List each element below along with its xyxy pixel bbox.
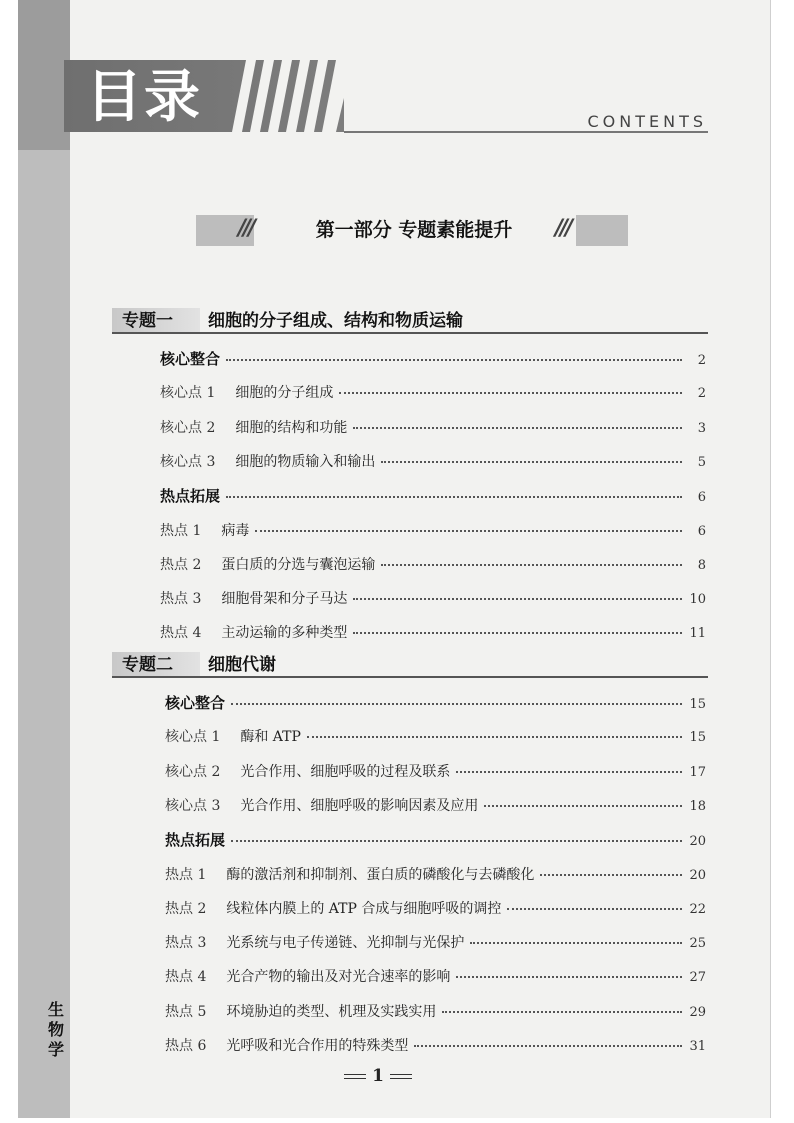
toc-entry[interactable]	[165, 1001, 706, 1023]
dot-leader	[456, 761, 682, 773]
dot-leader	[307, 726, 682, 738]
toc-page-number: 27	[689, 970, 706, 986]
toc-page-number: 18	[689, 798, 706, 814]
toc-entry[interactable]	[165, 932, 706, 954]
topic-heading	[112, 648, 708, 678]
toc-entry-title: 主动运输的多种类型	[221, 625, 348, 642]
toc-entry-label: 热点 2	[165, 900, 207, 917]
dot-leader	[226, 486, 682, 498]
dot-leader	[456, 966, 682, 978]
toc-entry[interactable]	[165, 726, 706, 748]
toc-page-number: 25	[689, 936, 706, 952]
toc-entry-label: 热点 5	[165, 1003, 207, 1020]
toc-page-number: 5	[697, 454, 706, 470]
dot-leader	[442, 1001, 682, 1013]
toc-section-heading[interactable]	[160, 485, 706, 507]
toc-entry-label: 热点 4	[160, 625, 202, 642]
page-number	[340, 1066, 416, 1092]
toc-entry-title: 细胞的分子组成	[235, 385, 334, 402]
dot-leader	[470, 932, 682, 944]
dot-leader	[231, 830, 682, 842]
toc-entry[interactable]	[160, 622, 706, 644]
dot-leader	[255, 520, 682, 532]
toc-page-number: 15	[689, 730, 706, 746]
toc-entry-label: 热点 1	[160, 522, 202, 539]
toc-entry-label: 热点 3	[165, 935, 207, 952]
topic-rule	[112, 332, 708, 334]
toc-page-number: 6	[697, 490, 706, 506]
toc-page-number: 20	[689, 867, 706, 883]
dot-leader	[226, 349, 682, 361]
dot-leader	[414, 1035, 682, 1047]
toc-entry-title: 酶和 ATP	[240, 729, 301, 746]
toc-entry-title: 病毒	[221, 522, 250, 539]
toc-page-number: 2	[697, 386, 706, 402]
page-title: 目录	[86, 65, 202, 130]
toc-page-number: 11	[689, 626, 706, 642]
toc-entry[interactable]	[165, 761, 706, 783]
toc-entry[interactable]	[160, 554, 706, 576]
toc-entry-label: 核心点 1	[160, 385, 216, 402]
toc-entry-title: 环境胁迫的类型、机理及实践实用	[226, 1003, 437, 1020]
toc-entry-label: 核心点 3	[165, 797, 221, 814]
toc-section-heading[interactable]	[165, 692, 706, 714]
toc-entry-title: 酶的激活剂和抑制剂、蛋白质的磷酸化与去磷酸化	[226, 866, 535, 883]
part-title: 第一部分 专题素能提升	[315, 219, 513, 241]
toc-entry-label: 核心点 3	[160, 453, 216, 470]
toc-entry[interactable]	[160, 520, 706, 542]
toc-entry[interactable]	[165, 1035, 706, 1057]
toc-entry[interactable]	[165, 966, 706, 988]
page-number-value: 1	[372, 1066, 384, 1086]
dot-leader	[231, 693, 682, 705]
toc-entry[interactable]	[165, 795, 706, 817]
toc-page-number: 3	[697, 420, 706, 436]
toc-page-number: 6	[697, 523, 706, 539]
toc-section-title: 热点拓展	[160, 487, 221, 506]
toc-entry-title: 细胞骨架和分子马达	[221, 591, 348, 608]
toc-page-number: 22	[689, 901, 706, 917]
topic-name: 细胞的分子组成、结构和物质运输	[208, 311, 463, 331]
toc-page-number: 15	[689, 697, 706, 712]
toc-entry-label: 核心点 2	[160, 419, 216, 436]
toc-entry-title: 光呼吸和光合作用的特殊类型	[226, 1038, 409, 1054]
toc-entry[interactable]	[165, 864, 706, 886]
contents-subtitle: CONTENTS	[587, 112, 707, 131]
toc-entry[interactable]	[160, 451, 706, 473]
slash-decoration-left: ///	[238, 216, 254, 241]
toc-entry-label: 热点 6	[165, 1038, 207, 1054]
toc-entry-title: 光系统与电子传递链、光抑制与光保护	[226, 935, 465, 952]
toc-entry[interactable]	[165, 898, 706, 920]
toc-entry-label: 热点 2	[160, 556, 202, 573]
toc-entry[interactable]	[160, 382, 706, 404]
toc-entry-label: 核心点 1	[165, 729, 221, 746]
dot-leader	[353, 622, 682, 634]
slash-decoration-right: ///	[555, 216, 571, 241]
toc-entry-title: 光合产物的输出及对光合速率的影响	[226, 969, 451, 986]
toc-entry-label: 热点 3	[160, 591, 202, 608]
toc-page-number: 8	[697, 557, 706, 573]
toc-entry-label: 热点 1	[165, 866, 207, 883]
toc-entry-title: 光合作用、细胞呼吸的影响因素及应用	[240, 797, 479, 814]
topic-label: 专题一	[122, 311, 173, 331]
side-strip	[18, 0, 70, 1118]
toc-section-heading[interactable]	[160, 348, 706, 370]
topic-rule	[112, 676, 708, 678]
toc-entry-title: 线粒体内膜上的 ATP 合成与细胞呼吸的调控	[226, 900, 502, 917]
header-stripes-decoration	[232, 60, 352, 132]
dot-leader	[353, 588, 682, 600]
toc-section-title: 核心整合	[165, 694, 226, 712]
topic-name: 细胞代谢	[208, 655, 276, 675]
toc-page-number: 31	[689, 1039, 706, 1054]
toc-entry-title: 细胞的物质输入和输出	[235, 453, 376, 470]
header-rule	[344, 131, 708, 133]
toc-entry[interactable]	[160, 588, 706, 610]
toc-page-number: 20	[689, 834, 706, 850]
topic-heading	[112, 304, 708, 334]
toc-entry[interactable]	[160, 417, 706, 439]
dot-leader	[507, 898, 682, 910]
dot-leader	[353, 417, 682, 429]
toc-page-number: 10	[689, 592, 706, 608]
topic-label: 专题二	[122, 655, 173, 675]
toc-section-title: 核心整合	[160, 350, 221, 368]
toc-page-number: 17	[689, 764, 706, 780]
toc-page-number: 2	[697, 353, 706, 368]
side-strip-top	[18, 0, 70, 150]
dot-leader	[540, 864, 682, 876]
toc-entry-label: 热点 4	[165, 969, 207, 986]
dot-leader	[339, 382, 682, 394]
toc-page-number: 29	[689, 1004, 706, 1020]
subject-side-label: 生物学	[47, 1000, 64, 1059]
toc-entry-title: 细胞的结构和功能	[235, 419, 348, 436]
dot-leader	[381, 554, 682, 566]
toc-section-heading[interactable]	[165, 829, 706, 851]
toc-entry-label: 核心点 2	[165, 763, 221, 780]
dot-leader	[484, 795, 682, 807]
dot-leader	[381, 451, 682, 463]
toc-entry-title: 蛋白质的分选与囊泡运输	[221, 556, 376, 573]
toc-section-title: 热点拓展	[165, 831, 226, 850]
toc-entry-title: 光合作用、细胞呼吸的过程及联系	[240, 763, 451, 780]
